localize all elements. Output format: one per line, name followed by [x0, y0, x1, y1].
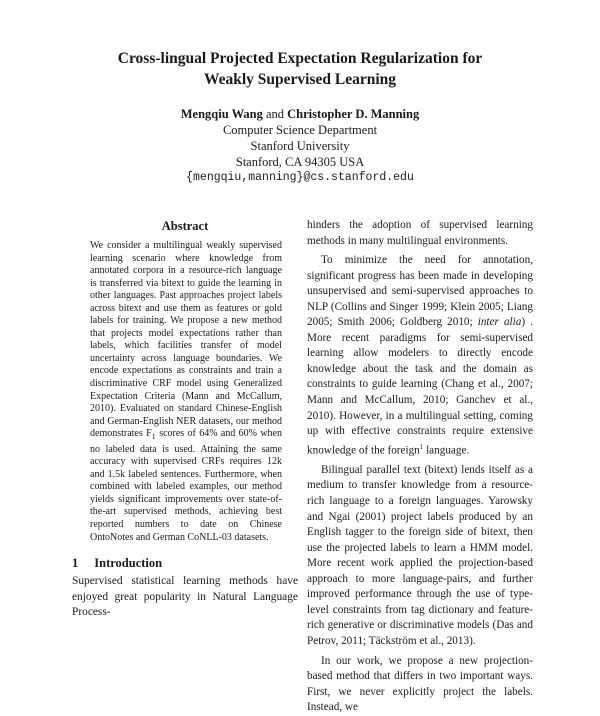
author-university: Stanford University — [250, 139, 350, 153]
abstract-text-part-1: We consider a multilingual weakly supervised learning scenario where knowledge from annotated corpora in a resource-rich language is transferred via bitext to guide the learning in other languages. Past approaches project labels across bitext and use them as features or gold labels for training. We propose a new method that projects model expectations rather than labels, which facilities transfer of model uncertainty across language boundaries. We encode expectations as constraints and train a discriminative CRF model using Generalized Expectation Criteria (Mann and McCallum, 2010). Evaluated on standard Chinese-English and German-English NER datasets, our method demonstrates F — [90, 240, 282, 440]
paragraph-4: In our work, we propose a new projection-based method that differs in two important ways. First, we never explicitly project the labels. Instead, we — [307, 654, 533, 714]
title-line-2: Weakly Supervised Learning — [203, 71, 397, 88]
inter-alia: inter alia — [477, 316, 522, 329]
paragraph-2-part-1: To minimize the need for annotation, significant progress has been made in developing unsupervised and semi-supervised approaches to NLP (Collins and Singer 1999; Klein 2005; Liang 2005; Smith 2006; Goldberg 2010; — [307, 254, 533, 329]
author-1: Mengqiu Wang — [180, 107, 263, 121]
paragraph-continuation: hinders the adoption of supervised learning methods in many multilingual environments. — [307, 219, 533, 247]
author-conjunction: and — [265, 107, 285, 121]
intro-left-column-text: Supervised statistical learning methods have enjoyed great popularity in Natural Language Process- — [72, 575, 298, 618]
abstract-text-part-2: scores of 64% and 60% when no labeled data is used. Attaining the same accuracy with supervised CRFs requires 12k and 1.5k labeled sentences. Furthermore, when combined with labeled examples, our method yields significant improvements over state-of-the-art supervised methods, achieving best reported numbers to date on Chinese OntoNotes and German CoNLL-03 datasets. — [90, 428, 282, 543]
section-number: 1 — [72, 556, 79, 570]
title-line-1: Cross-lingual Projected Expectation Regularization for — [117, 50, 483, 67]
abstract-text — [90, 240, 282, 544]
paper-title — [0, 48, 600, 90]
author-2: Christopher D. Manning — [287, 107, 420, 121]
author-block — [0, 106, 600, 186]
author-address: Stanford, CA 94305 USA — [235, 155, 365, 169]
paragraph-2-end: language. — [423, 444, 470, 457]
f1-subscript: 1 — [151, 432, 156, 442]
author-department: Computer Science Department — [222, 123, 378, 137]
abstract-heading: Abstract — [161, 219, 209, 233]
section-heading-introduction — [72, 556, 162, 571]
paragraph-2-part-2: ) . More recent paradigms for semi-supervised learning allow modelers to directly encode knowledge about the task and the domain as constraints to guide learning (Chang et al., 2007; Mann and McCallum, 2010; Ganchev et al., 2010). However, in a multilingual setting, coming up with effective constraints require extensive knowledge of the foreign — [307, 316, 533, 457]
paragraph-3: Bilingual parallel text (bitext) lends itself as a medium to transfer knowledge from a resource-rich language to a foreign languages. Yarowsky and Ngai (2001) project labels produced by an English tagger to the foreign side of bitext, then use the projected labels to learn a HMM model. More recent work applied the projection-based approach to more language-pairs, and further improved performance through the use of type-level constraints from tag dictionary and feature-rich generative or discriminative models (Das and Petrov, 2011; Täckström et al., 2013). — [307, 463, 533, 647]
author-email: {mengqiu,manning}@cs.stanford.edu — [186, 171, 414, 184]
paragraph-2 — [307, 253, 533, 459]
section-title: Introduction — [94, 556, 163, 570]
right-column — [307, 218, 533, 716]
footnote-marker: 1 — [419, 442, 424, 451]
author-names — [0, 106, 600, 122]
